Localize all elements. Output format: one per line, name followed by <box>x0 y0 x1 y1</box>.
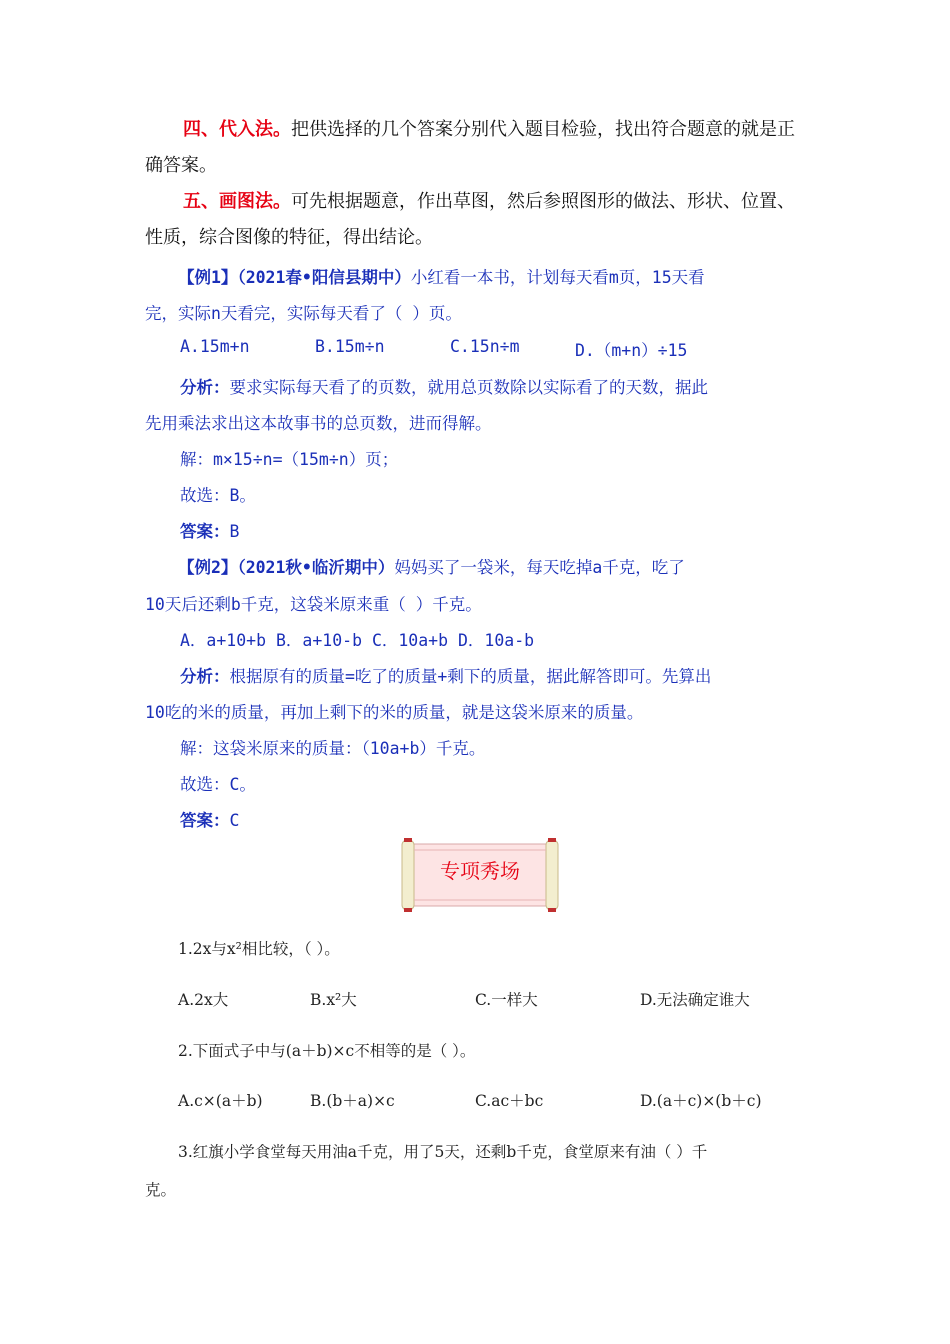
example-2-tag: 【例2】 <box>178 558 238 577</box>
banner-title: 专项秀场 <box>440 859 520 883</box>
example-1-analysis-label: 分析： <box>180 378 230 397</box>
example-2-stem-line-2: 10天后还剩b千克，这袋米原来重（ ）千克。 <box>145 595 482 614</box>
question-3-stem-line-1: 3.红旗小学食堂每天用油a千克，用了5天，还剩b千克，食堂原来有油（ ）千 <box>178 1143 708 1161</box>
question-2-option-b: B.(b＋a)×c <box>310 1092 395 1110</box>
question-1-option-a: A.2x大 <box>178 991 229 1009</box>
example-2-analysis-line-1 <box>180 663 711 687</box>
method-4 <box>145 112 805 184</box>
example-1-tag: 【例1】 <box>178 268 238 287</box>
example-2-analysis-label: 分析： <box>180 667 230 686</box>
example-2-stem1: 妈妈买了一袋米，每天吃掉a千克，吃了 <box>394 558 685 577</box>
question-2-option-c: C.ac＋bc <box>475 1092 544 1110</box>
example-2-source: （2021秋•临沂期中） <box>237 558 395 577</box>
question-1-option-c: C.一样大 <box>475 991 538 1009</box>
example-1-analysis1: 要求实际每天看了的页数，就用总页数除以实际看了的天数，据此 <box>229 378 708 397</box>
example-1-solution: 解：m×15÷n=（15m÷n）页； <box>180 450 399 469</box>
example-1-option-c: C.15n÷m <box>450 337 520 356</box>
example-1-answer-value: B <box>229 522 240 541</box>
example-1-choice: 故选：B。 <box>180 486 256 505</box>
example-2-answer <box>180 807 239 831</box>
example-1-answer <box>180 518 239 542</box>
example-1-stem1: 小红看一本书，计划每天看m页，15天看 <box>410 268 705 287</box>
example-2-stem-line-1 <box>178 554 685 578</box>
example-1-option-a: A.15m+n <box>180 337 250 356</box>
example-2-solution: 解：这袋米原来的质量：（10a+b）千克。 <box>180 739 486 758</box>
example-2-analysis1: 根据原有的质量=吃了的质量+剩下的质量，据此解答即可。先算出 <box>229 667 712 686</box>
method-5-title: 五、画图法。 <box>183 191 291 212</box>
example-1-option-d: D.（m+n）÷15 <box>575 341 688 360</box>
question-1-option-b: B.x²大 <box>310 991 357 1009</box>
example-2-answer-value: C <box>229 811 240 830</box>
example-2-answer-label: 答案： <box>180 811 230 830</box>
question-1-option-d: D.无法确定谁大 <box>640 991 750 1009</box>
example-2-options: A．a+10+b B．a+10-b C．10a+b D．10a-b <box>180 631 535 650</box>
example-1-answer-label: 答案： <box>180 522 230 541</box>
example-2-analysis-line-2: 10吃的米的质量，再加上剩下的米的质量，就是这袋米原来的质量。 <box>145 703 644 722</box>
example-1-stem-line-1 <box>178 264 705 288</box>
question-3-stem-line-2: 克。 <box>145 1181 177 1199</box>
example-1-stem-line-2: 完，实际n天看完，实际每天看了（ ）页。 <box>145 304 462 323</box>
question-1-stem: 1.2x与x²相比较，（ ）。 <box>178 940 340 958</box>
method-4-text: 把供选择的几个答案分别代入题目检验，找出符合题意的就是正确答案。 <box>145 119 795 176</box>
example-1-analysis-line-2: 先用乘法求出这本故事书的总页数，进而得解。 <box>145 414 492 433</box>
method-4-title: 四、代入法。 <box>183 119 291 140</box>
question-2-stem: 2.下面式子中与(a＋b)×c不相等的是（ ）。 <box>178 1042 476 1060</box>
example-1-analysis-line-1 <box>180 374 708 398</box>
section-banner <box>398 838 562 912</box>
method-5-text: 可先根据题意，作出草图，然后参照图形的做法、形状、位置、性质，综合图像的特征，得出结论。 <box>145 191 795 248</box>
method-5 <box>145 184 805 256</box>
example-1-option-b: B.15m÷n <box>315 337 385 356</box>
example-2-choice: 故选：C。 <box>180 775 256 794</box>
question-2-option-d: D.(a＋c)×(b＋c) <box>640 1092 762 1110</box>
example-1-source: （2021春•阳信县期中） <box>237 268 411 287</box>
question-2-option-a: A.c×(a＋b) <box>178 1092 263 1110</box>
